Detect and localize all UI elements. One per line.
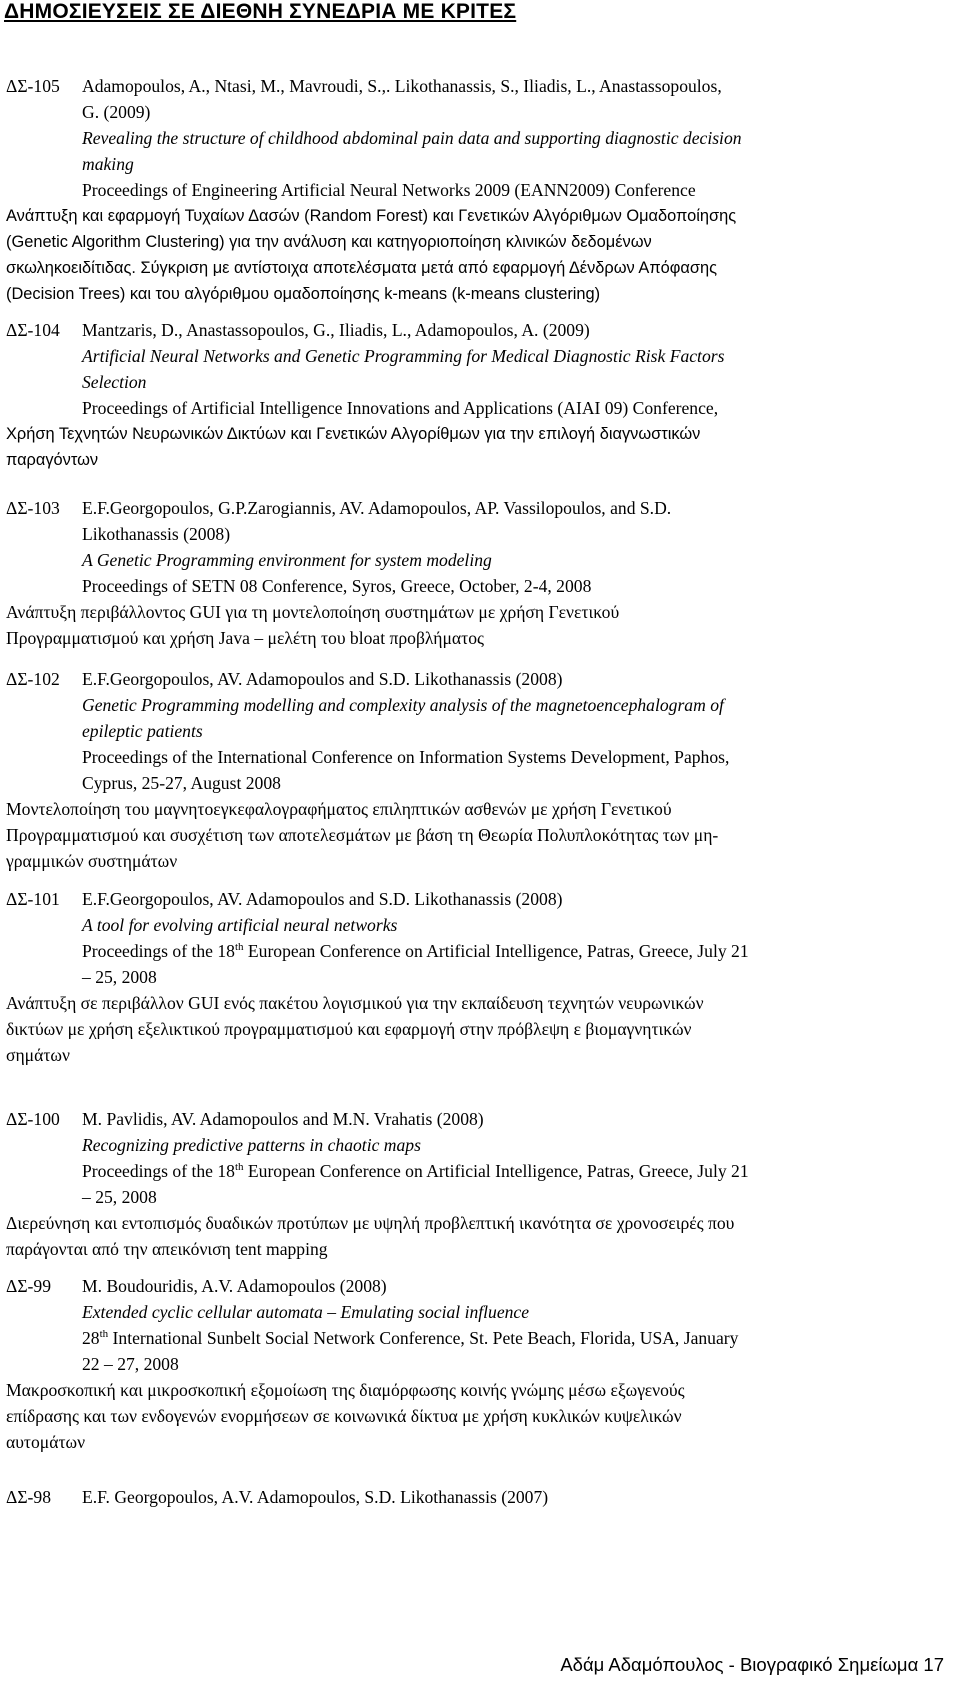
publication-description: παραγόντων	[6, 451, 99, 469]
publication-title: epileptic patients	[82, 721, 203, 741]
publication-venue	[6, 938, 956, 964]
publication-description: Μακροσκοπική και μικροσκοπική εξομοίωση της διαμόρφωσης κοινής γνώμης μέσω εξωγενούς	[6, 1380, 685, 1400]
publication-authors: Adamopoulos, A., Ntasi, M., Mavroudi, S.,. Likothanassis, S., Iliadis, L., Anastassopoulos,	[82, 76, 722, 96]
publication-description: σημάτων	[6, 1045, 70, 1065]
publication-venue: Proceedings of Engineering Artificial Neural Networks 2009 (EANN2009) Conference	[82, 180, 696, 200]
publication-description: αυτομάτων	[6, 1432, 86, 1452]
publication-authors: Likothanassis (2008)	[82, 524, 231, 544]
publication-description: γραμμικών συστημάτων	[6, 851, 178, 871]
publication-authors: E.F.Georgopoulos, AV. Adamopoulos and S.D. Likothanassis (2008)	[82, 669, 563, 689]
publication-code: ΔΣ-105	[6, 76, 60, 96]
publication-venue: Proceedings of SETN 08 Conference, Syros, Greece, October, 2-4, 2008	[82, 576, 592, 596]
publication-authors: M. Boudouridis, A.V. Adamopoulos (2008)	[82, 1276, 387, 1296]
publication-description: δικτύων με χρήση εξελικτικού προγραμματισμού και εφαρμογή στην πρόβλεψη ε βιομαγνητικών	[6, 1019, 692, 1039]
publication-description: Διερεύνηση και εντοπισμός δυαδικών προτύπων με υψηλή προβλεπτική ικανότητα σε χρονοσειρές που	[6, 1213, 735, 1233]
publication-description: σκωληκοειδίτιδας. Σύγκριση με αντίστοιχα αποτελέσματα μετά από εφαρμογή Δένδρων Απόφασης	[6, 259, 717, 277]
publication-entry	[6, 495, 956, 651]
publication-code: ΔΣ-100	[6, 1109, 60, 1129]
publication-venue: Proceedings of Artificial Intelligence Innovations and Applications (AIAI 09) Conference,	[82, 398, 719, 418]
publication-entry	[6, 666, 956, 874]
publication-title: Recognizing predictive patterns in chaotic maps	[82, 1135, 421, 1155]
publication-title: Extended cyclic cellular automata – Emulating social influence	[82, 1302, 530, 1322]
publication-title: Revealing the structure of childhood abdominal pain data and supporting diagnostic decision	[82, 128, 742, 148]
publication-code: ΔΣ-102	[6, 669, 60, 689]
publication-description: (Genetic Algorithm Clustering) για την ανάλυση και κατηγοριοποίηση κλινικών δεδομένων	[6, 233, 652, 251]
publication-authors: M. Pavlidis, AV. Adamopoulos and M.N. Vrahatis (2008)	[82, 1109, 484, 1129]
publication-code: ΔΣ-99	[6, 1276, 52, 1296]
publication-venue: – 25, 2008	[82, 967, 157, 987]
publication-venue: – 25, 2008	[82, 1187, 157, 1207]
publication-title: A Genetic Programming environment for system modeling	[82, 550, 492, 570]
publication-description: (Decision Trees) και του αλγόριθμου ομαδοποίησης k-means (k-means clustering)	[6, 285, 601, 303]
publication-code: ΔΣ-101	[6, 889, 60, 909]
publication-description: Προγραμματισμού και συσχέτιση των αποτελεσμάτων με βάση τη Θεωρία Πολυπλοκότητας των μη-	[6, 825, 719, 845]
venue-text: International Sunbelt Social Network Conference, St. Pete Beach, Florida, USA, January	[108, 1328, 739, 1348]
publication-description: Μοντελοποίηση του μαγνητοεγκεφαλογραφήματος επιληπτικών ασθενών με χρήση Γενετικού	[6, 799, 672, 819]
publication-venue: Cyprus, 25-27, August 2008	[82, 773, 281, 793]
publication-title: A tool for evolving artificial neural networks	[82, 915, 398, 935]
publication-description: Προγραμματισμού και χρήση Java – μελέτη του bloat προβλήματος	[6, 628, 484, 648]
publication-title: Genetic Programming modelling and complexity analysis of the magnetoencephalogram of	[82, 695, 724, 715]
publication-entry	[6, 1106, 956, 1262]
publication-code: ΔΣ-98	[6, 1487, 52, 1507]
venue-text: European Conference on Artificial Intelligence, Patras, Greece, July 21	[243, 941, 749, 961]
venue-text: Proceedings of the 18	[82, 1161, 235, 1181]
publication-description: Χρήση Τεχνητών Νευρωνικών Δικτύων και Γενετικών Αλγορίθμων για την επιλογή διαγνωστικών	[6, 425, 701, 443]
publication-entry	[6, 1484, 956, 1510]
publication-title: Selection	[82, 372, 147, 392]
publication-venue	[6, 1325, 956, 1351]
ordinal-suffix: th	[99, 1328, 109, 1340]
publication-venue: 22 – 27, 2008	[82, 1354, 179, 1374]
publication-description: Ανάπτυξη περιβάλλοντος GUI για τη μοντελοποίηση συστημάτων με χρήση Γενετικού	[6, 602, 620, 622]
publication-description: παράγονται από την απεικόνιση tent mapping	[6, 1239, 328, 1259]
ordinal-suffix: th	[234, 1161, 244, 1173]
publication-venue: Proceedings of the International Conference on Information Systems Development, Paphos,	[82, 747, 730, 767]
publication-title: making	[82, 154, 134, 174]
publication-entry	[6, 73, 956, 307]
publication-authors: E.F.Georgopoulos, AV. Adamopoulos and S.D. Likothanassis (2008)	[82, 889, 563, 909]
publication-authors: G. (2009)	[82, 102, 151, 122]
publication-description: Ανάπτυξη σε περιβάλλον GUI ενός πακέτου λογισμικού για την εκπαίδευση τεχνητών νευρωνικών	[6, 993, 704, 1013]
page-footer: Αδάμ Αδαμόπουλος - Βιογραφικό Σημείωμα 17	[560, 1654, 944, 1675]
publication-authors: E.F. Georgopoulos, A.V. Adamopoulos, S.D. Likothanassis (2007)	[82, 1487, 549, 1507]
publication-code: ΔΣ-103	[6, 498, 60, 518]
publication-description: επίδρασης και των ενδογενών ενορμήσεων σε κοινωνικά δίκτυα με χρήση κυκλικών κυψελικών	[6, 1406, 682, 1426]
publication-entry	[6, 1273, 956, 1455]
publication-venue	[6, 1158, 956, 1184]
publication-code: ΔΣ-104	[6, 320, 60, 340]
publication-authors: E.F.Georgopoulos, G.P.Zarogiannis, AV. Adamopoulos, AP. Vassilopoulos, and S.D.	[82, 498, 672, 518]
section-heading: ΔΗΜΟΣΙΕΥΣΕΙΣ ΣΕ ΔΙΕΘΝΗ ΣΥΝΕΔΡΙΑ ΜΕ ΚΡΙΤΕΣ	[4, 0, 517, 23]
publication-description: Ανάπτυξη και εφαρμογή Τυχαίων Δασών (Random Forest) και Γενετικών Αλγόριθμων Ομαδοποίησης	[6, 207, 737, 225]
venue-text: European Conference on Artificial Intelligence, Patras, Greece, July 21	[243, 1161, 749, 1181]
venue-text: 28	[82, 1328, 100, 1348]
publication-authors: Mantzaris, D., Anastassopoulos, G., Iliadis, L., Adamopoulos, A. (2009)	[82, 320, 590, 340]
publication-entry	[6, 317, 956, 473]
ordinal-suffix: th	[234, 941, 244, 953]
publication-title: Artificial Neural Networks and Genetic Programming for Medical Diagnostic Risk Factors	[82, 346, 725, 366]
publication-entry	[6, 886, 956, 1068]
venue-text: Proceedings of the 18	[82, 941, 235, 961]
